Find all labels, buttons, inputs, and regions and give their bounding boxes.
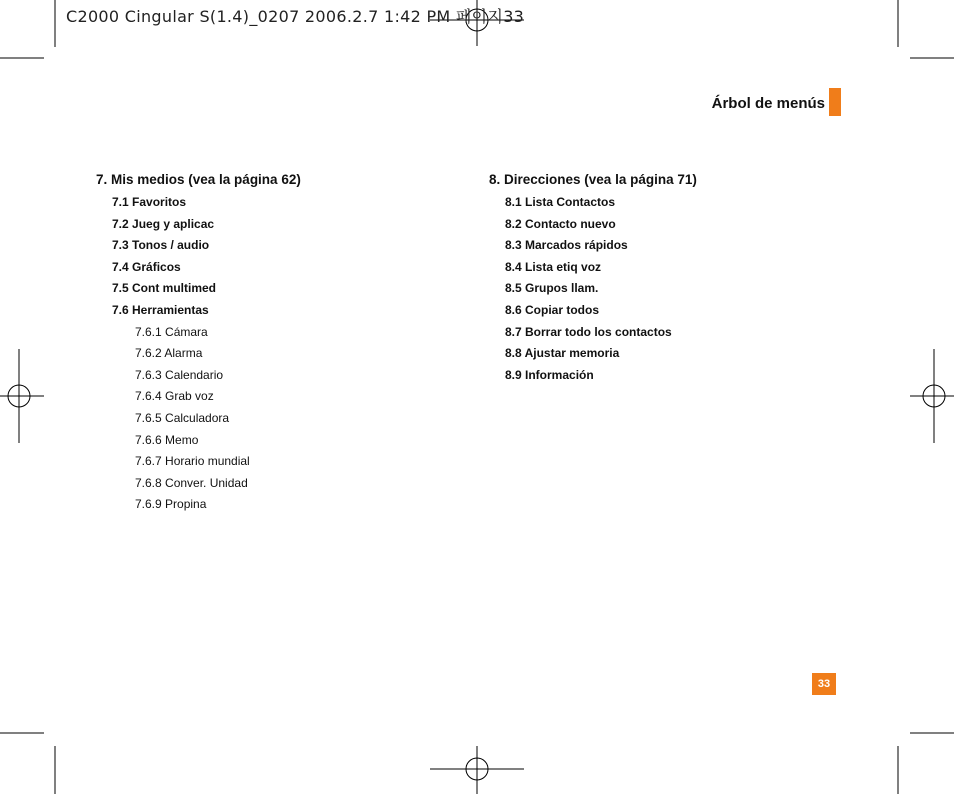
- print-slug: C2000 Cingular S(1.4)_0207 2006.2.7 1:42 PM 페이지33: [66, 7, 525, 26]
- menu-item: 7.6.2 Alarma: [135, 346, 203, 361]
- menu-item: 8.8 Ajustar memoria: [505, 346, 620, 361]
- menu-item: 8.7 Borrar todo los contactos: [505, 324, 672, 339]
- menu-item: 7.6.1 Cámara: [135, 324, 208, 339]
- menu-item: 7.1 Favoritos: [112, 195, 187, 209]
- menu-item: 7.6.5 Calculadora: [135, 410, 230, 425]
- menu-heading-mis-medios: 7. Mis medios (vea la página 62): [96, 172, 301, 187]
- menu-column-right: [489, 171, 697, 387]
- menu-item: 8.5 Grupos llam.: [505, 281, 599, 296]
- registration-target-left: [0, 349, 44, 443]
- menu-list-right: [489, 193, 697, 387]
- menu-item: 7.6.8 Conver. Unidad: [135, 475, 248, 490]
- page-number-badge: 33: [812, 673, 836, 695]
- menu-column-left: [96, 171, 301, 517]
- menu-item: 8.3 Marcados rápidos: [505, 238, 628, 253]
- section-title: Árbol de menús: [711, 95, 825, 112]
- menu-item: 8.9 Información: [505, 367, 594, 382]
- menu-item: 7.6.9 Propina: [135, 497, 207, 512]
- menu-item: 7.6.3 Calendario: [135, 367, 224, 382]
- menu-item: 8.6 Copiar todos: [505, 302, 600, 317]
- menu-item: 8.2 Contacto nuevo: [505, 216, 616, 231]
- menu-item: 7.4 Gráficos: [112, 259, 181, 274]
- menu-item: 7.6.6 Memo: [135, 432, 199, 447]
- menu-item: 7.5 Cont multimed: [112, 281, 217, 296]
- menu-item: 8.4 Lista etiq voz: [505, 259, 602, 274]
- registration-target-right: [910, 349, 954, 443]
- menu-list-left: [96, 193, 301, 517]
- menu-item: 7.6.7 Horario mundial: [135, 454, 250, 469]
- menu-item: 7.6.4 Grab voz: [135, 389, 214, 404]
- menu-item: 7.6 Herramientas: [112, 302, 209, 317]
- menu-item: 7.3 Tonos / audio: [112, 238, 210, 253]
- menu-item: 7.2 Jueg y aplicac: [112, 216, 215, 231]
- menu-item: 8.1 Lista Contactos: [505, 195, 616, 209]
- registration-target-bottom: [430, 746, 524, 794]
- section-tab-marker: [829, 88, 841, 116]
- menu-heading-direcciones: 8. Direcciones (vea la página 71): [489, 172, 697, 187]
